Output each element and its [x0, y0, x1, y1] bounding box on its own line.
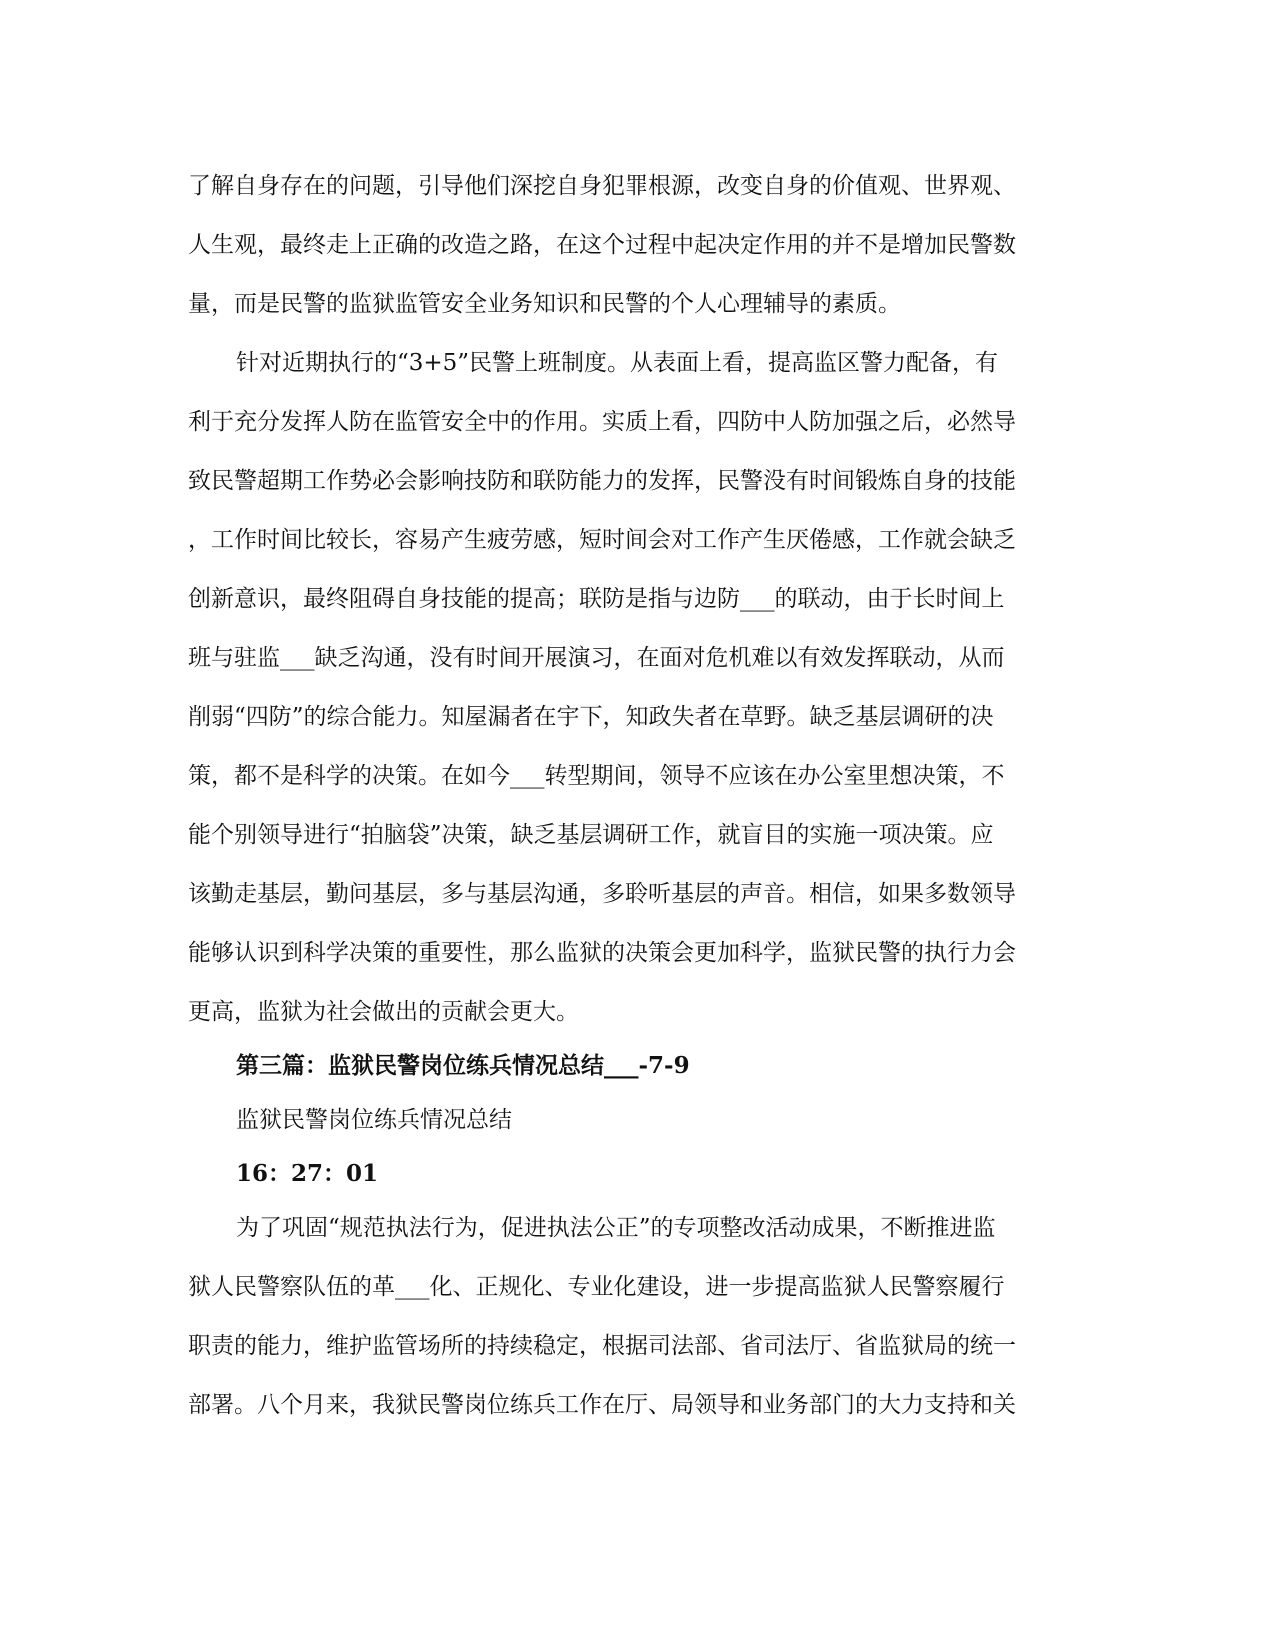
paragraph-line: 班与驻监___缺乏沟通，没有时间开展演习，在面对危机难以有效发挥联动，从而 — [188, 645, 1005, 671]
paragraph-line: 能够认识到科学决策的重要性，那么监狱的决策会更加科学，监狱民警的执行力会 — [188, 940, 1016, 966]
timestamp: 16：27：01 — [236, 1160, 379, 1187]
paragraph-line: 利于充分发挥人防在监管安全中的作用。实质上看，四防中人防加强之后，必然导 — [188, 409, 1016, 435]
paragraph-line: 职责的能力，维护监管场所的持续稳定，根据司法部、省司法厅、省监狱局的统一 — [188, 1333, 1016, 1359]
section-subtitle: 监狱民警岗位练兵情况总结 — [236, 1107, 512, 1133]
paragraph-line: ，工作时间比较长，容易产生疲劳感，短时间会对工作产生厌倦感，工作就会缺乏 — [188, 527, 1016, 553]
paragraph-line: 了解自身存在的问题，引导他们深挖自身犯罪根源，改变自身的价值观、世界观、 — [188, 173, 1016, 199]
paragraph-line: 量，而是民警的监狱监管安全业务知识和民警的个人心理辅导的素质。 — [188, 291, 901, 317]
paragraph-line: 削弱“四防”的综合能力。知屋漏者在宇下，知政失者在草野。缺乏基层调研的决 — [188, 704, 994, 730]
paragraph-line: 为了巩固“规范执法行为，促进执法公正”的专项整改活动成果，不断推进监 — [236, 1215, 996, 1241]
paragraph-line: 更高，监狱为社会做出的贡献会更大。 — [188, 999, 579, 1025]
paragraph-line: 部署。八个月来，我狱民警岗位练兵工作在厅、局领导和业务部门的大力支持和关 — [188, 1392, 1016, 1418]
paragraph-line: 策，都不是科学的决策。在如今___转型期间，领导不应该在办公室里想决策，不 — [188, 763, 1005, 789]
paragraph-line: 该勤走基层，勤问基层，多与基层沟通，多聆听基层的声音。相信，如果多数领导 — [188, 881, 1016, 907]
paragraph-line: 能个别领导进行“拍脑袋”决策，缺乏基层调研工作，就盲目的实施一项决策。应 — [188, 822, 994, 848]
paragraph-line: 针对近期执行的“3+5”民警上班制度。从表面上看，提高监区警力配备，有 — [236, 350, 999, 376]
paragraph-line: 狱人民警察队伍的革___化、正规化、专业化建设，进一步提高监狱人民警察履行 — [188, 1274, 1005, 1300]
paragraph-line: 致民警超期工作势必会影响技防和联防能力的发挥，民警没有时间锻炼自身的技能 — [188, 468, 1016, 494]
paragraph-line: 创新意识，最终阻碍自身技能的提高；联防是指与边防___的联动，由于长时间上 — [188, 586, 1005, 612]
section-heading: 第三篇：监狱民警岗位练兵情况总结___-7-9 — [236, 1052, 690, 1079]
document-body — [188, 166, 1088, 1444]
paragraph-line: 人生观，最终走上正确的改造之路，在这个过程中起决定作用的并不是增加民警数 — [188, 232, 1016, 258]
